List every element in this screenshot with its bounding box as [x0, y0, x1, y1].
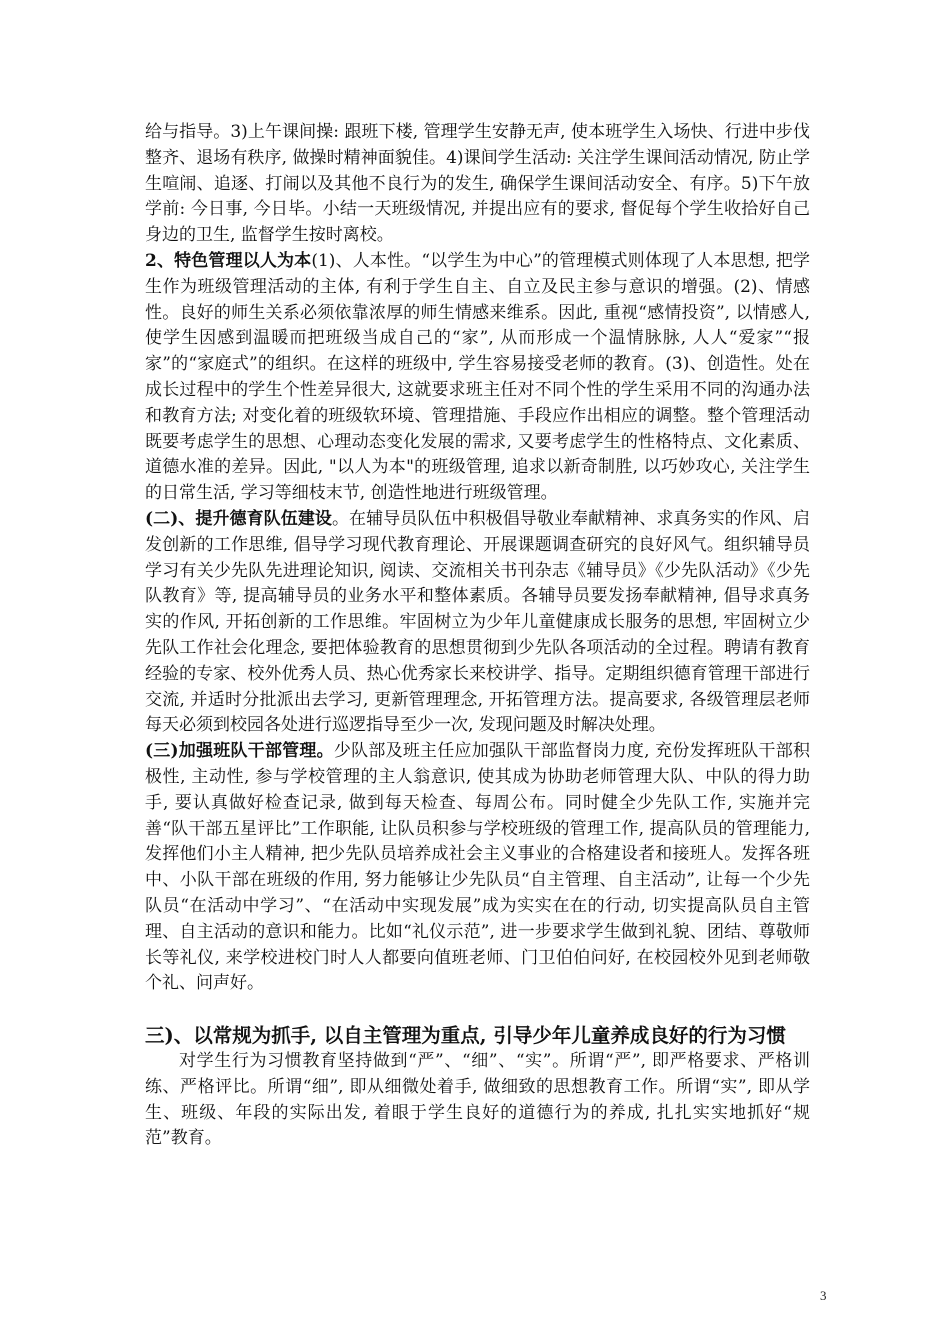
- page-number: 3: [820, 1288, 827, 1303]
- paragraph-behavior-habits: 对学生行为习惯教育坚持做到“严”、“细”、“实”。所谓“严”, 即严格要求、严格训练、严格评比。所谓“细”, 即从细微处着手, 做细致的思想教育工作。所谓“实”, 即从学生、班级、年段的实际出发, 着眼于学生良好的道德行为的养成, 扎扎实实地抓好“规范”教育。: [145, 1051, 810, 1149]
- document-body: [145, 120, 810, 1152]
- paragraph-lead-class-cadres: (三)加强班队干部管理。: [145, 741, 334, 762]
- paragraph-lead-moral-team: (二)、提升德育队伍建设: [145, 508, 332, 529]
- paragraph-lead-people-oriented: 2、特色管理以人为本: [145, 250, 312, 271]
- paragraph-class-cadres: [145, 739, 810, 997]
- paragraph-body-moral-team: 。在辅导员队伍中积极倡导敬业奉献精神、求真务实的作风、启发创新的工作思维, 倡导学习现代教育理论、开展课题调查研究的良好风气。组织辅导员学习有关少先队先进理论知识, 阅读、交流相关书刊杂志《辅导员》《少先队活动》《少先队教育》等, 提高辅导员的业务水平和整体素质。各辅导员要发扬奉献精神, 倡导求真务实的作风, 开拓创新的工作思维。牢固树立为少年儿童健康成长服务的思想, 牢固树立少先队工作社会化理念, 要把体验教育的思想贯彻到少先队各项活动的全过程。聘请有教育经验的专家、校外优秀人员、热心优秀家长来校讲学、指导。定期组织德育管理干部进行交流, 并适时分批派出去学习, 更新管理理念, 开拓管理方法。提高要求, 各级管理层老师每天必须到校园各处进行巡逻指导至少一次, 发现问题及时解决处理。: [145, 508, 810, 736]
- paragraph-people-oriented: [145, 249, 810, 507]
- paragraph-body-people-oriented: (1)、人本性。“以学生为中心”的管理模式则体现了人本思想, 把学生作为班级管理活动的主体, 有利于学生自主、自立及民主参与意识的增强。(2)、情感性。良好的师生关系必须依靠浓厚的师生情感来维系。因此, 重视“感情投资”, 以情感人, 使学生因感到温暖而把班级当成自己的“家”, 从而形成一个温情脉脉, 人人“爱家”“报家”的“家庭式”的组织。在这样的班级中, 学生容易接受老师的教育。(3)、创造性。处在成长过程中的学生个性差异很大, 这就要求班主任对不同个性的学生采用不同的沟通办法和教育方法; 对变化着的班级软环境、管理措施、手段应作出相应的调整。整个管理活动既要考虑学生的思想、心理动态变化发展的需求, 又要考虑学生的性格特点、文化素质、道德水准的差异。因此, "以人为本"的班级管理, 追求以新奇制胜, 以巧妙攻心, 关注学生的日常生活, 学习等细枝末节, 创造性地进行班级管理。: [145, 250, 810, 504]
- section-heading: 三)、以常规为抓手, 以自主管理为重点, 引导少年儿童养成良好的行为习惯: [145, 1024, 786, 1048]
- paragraph-body-class-cadres: 少队部及班主任应加强队干部监督岗力度, 充份发挥班队干部积极性, 主动性, 参与学校管理的主人翁意识, 使其成为协助老师管理大队、中队的得力助手, 要认真做好检查记录, 做到每天检查、每周公布。同时健全少先队工作, 实施并完善“队干部五星评比”工作职能, 让队员积参与学校班级的管理工作, 提高队员的管理能力, 发挥他们小主人精神, 把少先队员培养成社会主义事业的合格建设者和接班人。发挥各班中、小队干部在班级的作用, 努力能够让少先队员“自主管理、自主活动”, 让每一个少先队员“在活动中学习”、“在活动中实现发展”成为实实在在的行动, 切实提高队员自主管理、自主活动的意识和能力。比如“礼仪示范”, 进一步要求学生做到礼貌、团结、尊敬师长等礼仪, 来学校进校门时人人都要向值班老师、门卫伯伯问好, 在校园校外见到老师敬个礼、问声好。: [145, 741, 810, 994]
- paragraph-daily-routine: 给与指导。3)上午课间操: 跟班下楼, 管理学生安静无声, 使本班学生入场快、行进中步伐整齐、退场有秩序, 做操时精神面貌佳。4)课间学生活动: 关注学生课间活动情况, 防止学生喧闹、追逐、打闹以及其他不良行为的发生, 确保学生课间活动安全、有序。5)下午放学前: 今日事, 今日毕。小结一天班级情况, 并提出应有的要求, 督促每个学生收拾好自己身边的卫生, 监督学生按时离校。: [145, 122, 810, 246]
- paragraph-moral-team: [145, 507, 810, 739]
